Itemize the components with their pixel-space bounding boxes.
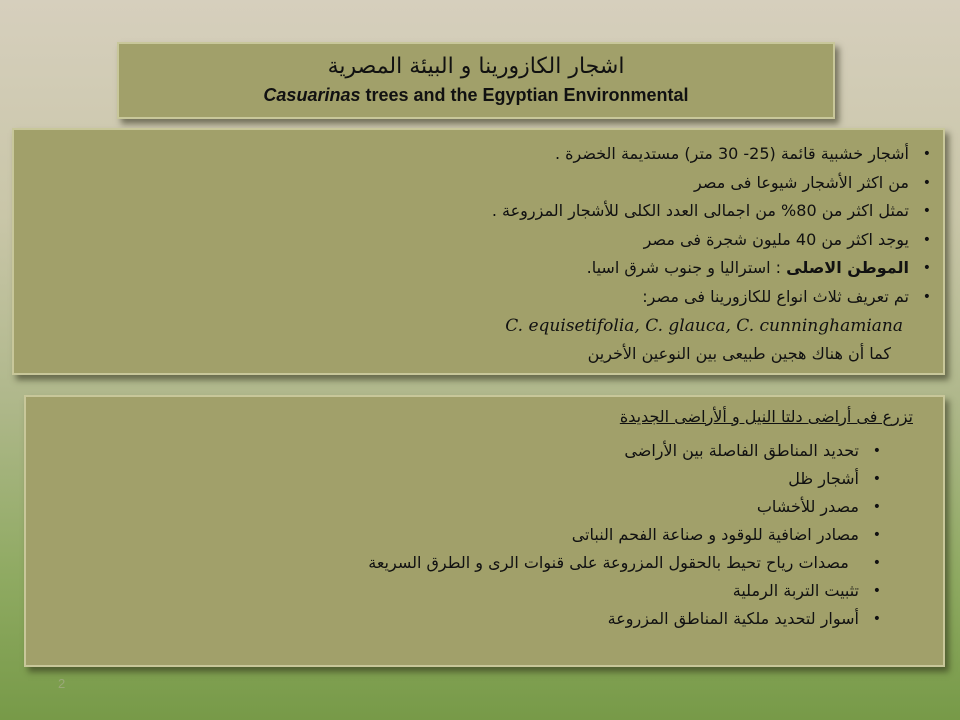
species-names: C. equisetifolia, C. glauca, C. cunninghamiana [505, 316, 903, 336]
list-item: • مصادر اضافية للوقود و صناعة الفحم النباتى [368, 521, 859, 549]
list-item: • تم تعريف ثلاث انواع للكازورينا فى مصر: [492, 283, 909, 312]
uses-box [24, 395, 945, 667]
list-item: • من اكثر الأشجار شيوعا فى مصر [492, 169, 909, 198]
bullet-icon: • [872, 611, 881, 627]
bullet-icon: • [872, 555, 881, 571]
list-item: • تحديد المناطق الفاصلة بين الأراضى [368, 437, 859, 465]
bullet-icon: • [922, 174, 931, 191]
list-item-origin [492, 254, 931, 283]
bullet-icon: • [922, 288, 931, 305]
facts-box [12, 128, 945, 375]
bullet-icon: • [872, 583, 881, 599]
origin-text: : استراليا و جنوب شرق اسيا. [586, 258, 787, 277]
list-item: • أشجار ظل [368, 465, 859, 493]
list-item: • يوجد اكثر من 40 مليون شجرة فى مصر [492, 226, 909, 255]
bullet-icon: • [922, 203, 931, 219]
page-number: 2 [58, 676, 66, 691]
title-english-italic: Casuarinas [263, 85, 361, 105]
bullet-icon: • [872, 443, 881, 459]
bullet-icon: • [872, 471, 881, 487]
title-english-rest: trees and the Egyptian Environmental [360, 85, 689, 105]
hybrid-note: كما أن هناك هجين طبيعى بين النوعين الأخرين [587, 344, 891, 363]
list-item: • أسوار لتحديد ملكية المناطق المزروعة [368, 605, 859, 633]
uses-list [368, 437, 881, 633]
bullet-icon: • [922, 231, 931, 248]
title-box [117, 42, 835, 119]
list-item: • مصدات رياح تحيط بالحقول المزروعة على قنوات الرى و الطرق السريعة [368, 549, 859, 577]
title-arabic: اشجار الكازورينا و البيئة المصرية [327, 54, 625, 79]
uses-heading: تزرع فى أراضى دلتا النيل و ألأراضى الجديدة [619, 407, 913, 426]
bullet-icon: • [872, 527, 881, 543]
list-item: • تمثل اكثر من 80% من اجمالى العدد الكلى للأشجار المزروعة . [492, 197, 909, 226]
bullet-icon: • [922, 146, 931, 162]
origin-label: الموطن الاصلى [786, 258, 909, 277]
list-item: • أشجار خشبية قائمة (25- 30 متر) مستديمة الخضرة . [492, 140, 909, 169]
facts-list [491, 140, 931, 311]
bullet-icon: • [922, 260, 931, 276]
list-item: • تثبيت التربة الرملية [368, 577, 859, 605]
bullet-icon: • [872, 499, 881, 515]
title-english [119, 85, 833, 106]
list-item: • مصدر للأخشاب [368, 493, 859, 521]
